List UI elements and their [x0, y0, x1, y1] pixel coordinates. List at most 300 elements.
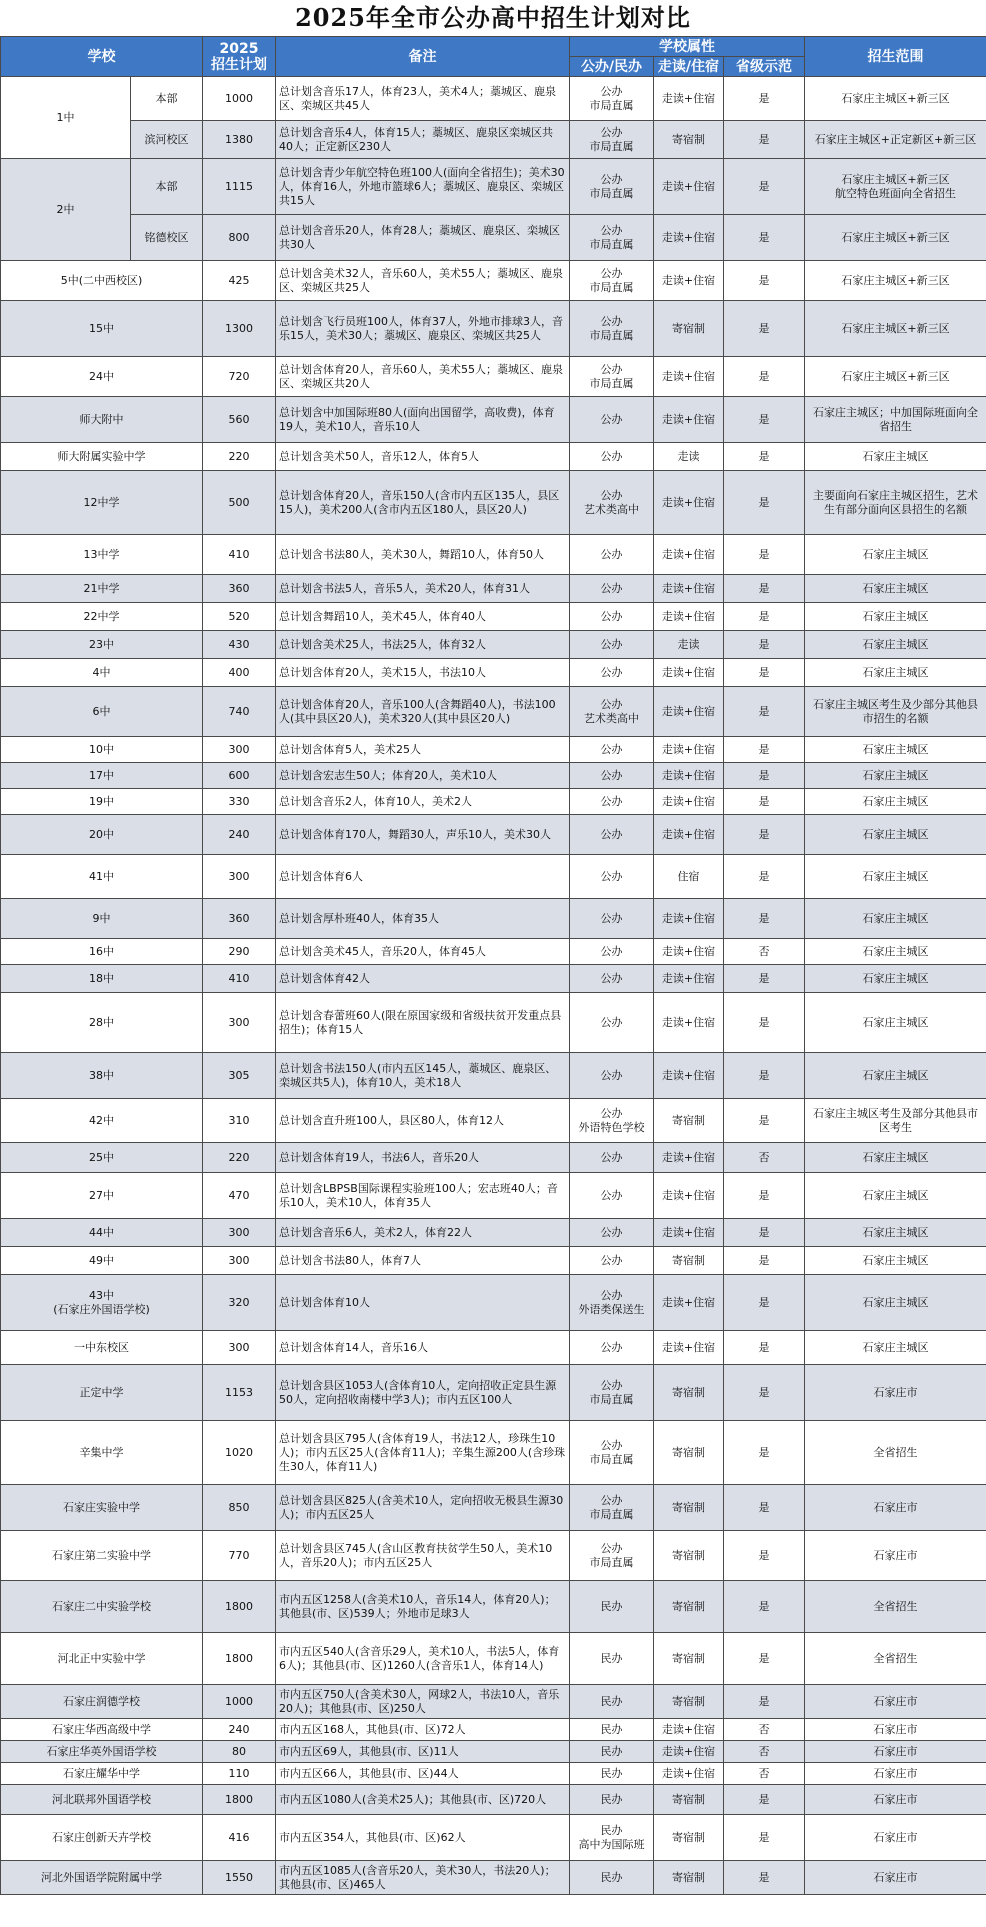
- note-cell: 总计划含体育20人，音乐150人(含市内五区135人，县区15人)，美术200人(含市内五区180人，县区20人): [276, 471, 570, 535]
- range-cell: 石家庄主城区: [805, 659, 986, 687]
- table-row: [1, 1633, 986, 1685]
- demo-cell: 是: [724, 1099, 805, 1143]
- type-cell: 公办 市局直属: [570, 1485, 654, 1531]
- type-cell: 民办: [570, 1633, 654, 1685]
- type-cell: 公办 市局直属: [570, 159, 654, 215]
- range-cell: 石家庄主城区+新三区 航空特色班面向全省招生: [805, 159, 986, 215]
- table-row: [1, 1331, 986, 1365]
- plan-cell: 1800: [203, 1581, 276, 1633]
- table-row: [1, 1685, 986, 1719]
- type-cell: 公办 市局直属: [570, 77, 654, 121]
- demo-cell: 是: [724, 789, 805, 815]
- plan-cell: 400: [203, 659, 276, 687]
- plan-cell: 310: [203, 1099, 276, 1143]
- note-cell: 总计划含县区825人(含美术10人，定向招收无极县生源30人)；市内五区25人: [276, 1485, 570, 1531]
- range-cell: 石家庄主城区: [805, 855, 986, 899]
- range-cell: 石家庄市: [805, 1365, 986, 1421]
- table-row: [1, 939, 986, 965]
- type-cell: 公办: [570, 789, 654, 815]
- range-cell: 石家庄市: [805, 1531, 986, 1581]
- demo-cell: 是: [724, 535, 805, 575]
- school-name-cell: 18中: [1, 965, 203, 993]
- type-cell: 公办: [570, 1331, 654, 1365]
- type-cell: 公办 市局直属: [570, 261, 654, 301]
- demo-cell: 是: [724, 575, 805, 603]
- plan-cell: 360: [203, 575, 276, 603]
- plan-cell: 290: [203, 939, 276, 965]
- plan-cell: 560: [203, 397, 276, 443]
- range-cell: 石家庄主城区: [805, 575, 986, 603]
- note-cell: 总计划含舞蹈10人，美术45人，体育40人: [276, 603, 570, 631]
- table-row: [1, 1275, 986, 1331]
- range-cell: 主要面向石家庄主城区招生，艺术生有部分面向区县招生的名额: [805, 471, 986, 535]
- page-title: 2025年全市公办高中招生计划对比: [295, 3, 691, 32]
- range-cell: 石家庄主城区: [805, 1053, 986, 1099]
- table-row: [1, 631, 986, 659]
- school-name-cell: 23中: [1, 631, 203, 659]
- type-cell: 公办: [570, 659, 654, 687]
- note-cell: 总计划含春蕾班60人(限在原国家级和省级扶贫开发重点县招生)；体育15人: [276, 993, 570, 1053]
- school-name-cell: 5中(二中西校区): [1, 261, 203, 301]
- table-row: [1, 77, 986, 121]
- note-cell: 总计划含音乐6人，美术2人，体育22人: [276, 1219, 570, 1247]
- school-name-cell: 44中: [1, 1219, 203, 1247]
- range-cell: 石家庄市: [805, 1785, 986, 1815]
- school-name-cell: 21中学: [1, 575, 203, 603]
- demo-cell: 是: [724, 1247, 805, 1275]
- boarding-cell: 寄宿制: [654, 1785, 724, 1815]
- note-cell: 总计划含飞行员班100人，体育37人，外地市排球3人，音乐15人，美术30人；藁城区、鹿泉区、栾城区共25人: [276, 301, 570, 357]
- range-cell: 石家庄主城区+新三区: [805, 301, 986, 357]
- school-name-cell: 24中: [1, 357, 203, 397]
- type-cell: 公办: [570, 631, 654, 659]
- type-cell: 公办: [570, 443, 654, 471]
- type-cell: 公办 市局直属: [570, 1421, 654, 1485]
- table-row: [1, 789, 986, 815]
- school-name-cell: 38中: [1, 1053, 203, 1099]
- type-cell: 公办: [570, 575, 654, 603]
- header-plan: 2025 招生计划: [203, 37, 276, 77]
- demo-cell: 是: [724, 1219, 805, 1247]
- boarding-cell: 走读+住宿: [654, 397, 724, 443]
- demo-cell: 是: [724, 121, 805, 159]
- type-cell: 公办 外语类保送生: [570, 1275, 654, 1331]
- demo-cell: 是: [724, 659, 805, 687]
- boarding-cell: 走读+住宿: [654, 1053, 724, 1099]
- table-row: [1, 261, 986, 301]
- note-cell: 总计划含LBPSB国际课程实验班100人；宏志班40人；音乐10人，美术10人，体育35人: [276, 1173, 570, 1219]
- table-row: [1, 899, 986, 939]
- range-cell: 石家庄主城区: [805, 789, 986, 815]
- type-cell: 公办 艺术类高中: [570, 687, 654, 737]
- school-name-cell: 石家庄创新天卉学校: [1, 1815, 203, 1861]
- school-name-cell: 41中: [1, 855, 203, 899]
- school-name-cell: 辛集中学: [1, 1421, 203, 1485]
- table-row: [1, 1143, 986, 1173]
- range-cell: 石家庄主城区: [805, 1275, 986, 1331]
- boarding-cell: 走读: [654, 443, 724, 471]
- plan-cell: 720: [203, 357, 276, 397]
- boarding-cell: 走读+住宿: [654, 965, 724, 993]
- note-cell: 总计划含体育20人，音乐100人(含舞蹈40人)，书法100人(其中县区20人)，美术320人(其中县区20人): [276, 687, 570, 737]
- boarding-cell: 走读+住宿: [654, 763, 724, 789]
- boarding-cell: 走读+住宿: [654, 659, 724, 687]
- boarding-cell: 走读+住宿: [654, 789, 724, 815]
- table-row: [1, 1053, 986, 1099]
- demo-cell: 是: [724, 1633, 805, 1685]
- range-cell: 石家庄主城区: [805, 535, 986, 575]
- table-row: [1, 357, 986, 397]
- table-row: [1, 215, 986, 261]
- plan-cell: 305: [203, 1053, 276, 1099]
- demo-cell: 是: [724, 631, 805, 659]
- range-cell: 石家庄市: [805, 1861, 986, 1895]
- range-cell: 石家庄主城区: [805, 443, 986, 471]
- table-row: [1, 121, 986, 159]
- campus-cell: 本部: [131, 77, 203, 121]
- table-row: [1, 1719, 986, 1741]
- demo-cell: 是: [724, 1815, 805, 1861]
- note-cell: 总计划含美术45人，音乐20人，体育45人: [276, 939, 570, 965]
- note-cell: 市内五区66人，其他县(市、区)44人: [276, 1763, 570, 1785]
- type-cell: 公办: [570, 855, 654, 899]
- demo-cell: 是: [724, 1331, 805, 1365]
- range-cell: 石家庄市: [805, 1741, 986, 1763]
- type-cell: 公办 市局直属: [570, 121, 654, 159]
- type-cell: 公办 艺术类高中: [570, 471, 654, 535]
- note-cell: 市内五区750人(含美术30人，网球2人，书法10人，音乐20人)；其他县(市、区)250人: [276, 1685, 570, 1719]
- demo-cell: 是: [724, 763, 805, 789]
- note-cell: 总计划含体育5人，美术25人: [276, 737, 570, 763]
- type-cell: 公办: [570, 815, 654, 855]
- demo-cell: 是: [724, 1485, 805, 1531]
- plan-cell: 416: [203, 1815, 276, 1861]
- school-name-cell: 石家庄耀华中学: [1, 1763, 203, 1785]
- note-cell: 总计划含厚朴班40人，体育35人: [276, 899, 570, 939]
- range-cell: 石家庄主城区: [805, 763, 986, 789]
- range-cell: 石家庄主城区: [805, 1173, 986, 1219]
- demo-cell: 否: [724, 1143, 805, 1173]
- note-cell: 总计划含县区795人(含体育19人，书法12人，珍珠生10人)；市内五区25人(含体育11人)；辛集生源200人(含珍珠生30人，体育11人): [276, 1421, 570, 1485]
- plan-cell: 240: [203, 1719, 276, 1741]
- plan-cell: 770: [203, 1531, 276, 1581]
- demo-cell: 否: [724, 1763, 805, 1785]
- demo-cell: 是: [724, 1173, 805, 1219]
- header-boarding: 走读/住宿: [654, 57, 724, 77]
- table-row: [1, 1861, 986, 1895]
- type-cell: 公办: [570, 1143, 654, 1173]
- note-cell: 总计划含体育20人，音乐60人，美术55人；藁城区、鹿泉区、栾城区共20人: [276, 357, 570, 397]
- demo-cell: 是: [724, 993, 805, 1053]
- boarding-cell: 走读+住宿: [654, 1275, 724, 1331]
- demo-cell: 否: [724, 1741, 805, 1763]
- type-cell: 公办: [570, 397, 654, 443]
- plan-cell: 1800: [203, 1633, 276, 1685]
- range-cell: 石家庄主城区: [805, 1219, 986, 1247]
- demo-cell: 是: [724, 301, 805, 357]
- school-name-cell: 石家庄华西高级中学: [1, 1719, 203, 1741]
- boarding-cell: 走读+住宿: [654, 1143, 724, 1173]
- school-name-cell: 石家庄二中实验学校: [1, 1581, 203, 1633]
- plan-cell: 300: [203, 1247, 276, 1275]
- table-row: [1, 301, 986, 357]
- type-cell: 公办 市局直属: [570, 215, 654, 261]
- type-cell: 民办: [570, 1861, 654, 1895]
- type-cell: 公办: [570, 1247, 654, 1275]
- plan-cell: 500: [203, 471, 276, 535]
- plan-cell: 360: [203, 899, 276, 939]
- plan-cell: 410: [203, 965, 276, 993]
- boarding-cell: 走读: [654, 631, 724, 659]
- campus-cell: 本部: [131, 159, 203, 215]
- boarding-cell: 寄宿制: [654, 1485, 724, 1531]
- school-name-cell: 28中: [1, 993, 203, 1053]
- range-cell: 全省招生: [805, 1633, 986, 1685]
- range-cell: 石家庄主城区+新三区: [805, 357, 986, 397]
- school-name-cell: 师大附属实验中学: [1, 443, 203, 471]
- admission-plan-table: [0, 36, 986, 1895]
- note-cell: 市内五区1080人(含美术25人)；其他县(市、区)720人: [276, 1785, 570, 1815]
- boarding-cell: 走读+住宿: [654, 471, 724, 535]
- demo-cell: 是: [724, 443, 805, 471]
- plan-cell: 220: [203, 443, 276, 471]
- plan-cell: 800: [203, 215, 276, 261]
- header-range: 招生范围: [805, 37, 986, 77]
- range-cell: 石家庄主城区: [805, 1247, 986, 1275]
- demo-cell: 是: [724, 855, 805, 899]
- note-cell: 总计划含美术50人，音乐12人，体育5人: [276, 443, 570, 471]
- range-cell: 石家庄主城区考生及少部分其他县市招生的名额: [805, 687, 986, 737]
- school-name-cell: 49中: [1, 1247, 203, 1275]
- demo-cell: 是: [724, 215, 805, 261]
- demo-cell: 是: [724, 261, 805, 301]
- range-cell: 石家庄主城区: [805, 993, 986, 1053]
- note-cell: 总计划含美术32人，音乐60人，美术55人；藁城区、鹿泉区、栾城区共25人: [276, 261, 570, 301]
- plan-cell: 1000: [203, 1685, 276, 1719]
- boarding-cell: 走读+住宿: [654, 993, 724, 1053]
- school-name-cell: 9中: [1, 899, 203, 939]
- school-name-cell: 河北正中实验中学: [1, 1633, 203, 1685]
- table-row: [1, 737, 986, 763]
- school-name-cell: 10中: [1, 737, 203, 763]
- plan-cell: 430: [203, 631, 276, 659]
- boarding-cell: 住宿: [654, 855, 724, 899]
- note-cell: 总计划含音乐4人，体育15人；藁城区、鹿泉区栾城区共40人；正定新区230人: [276, 121, 570, 159]
- table-row: [1, 1485, 986, 1531]
- table-row: [1, 1099, 986, 1143]
- plan-cell: 470: [203, 1173, 276, 1219]
- range-cell: 石家庄市: [805, 1685, 986, 1719]
- school-name-cell: 16中: [1, 939, 203, 965]
- range-cell: 石家庄主城区: [805, 603, 986, 631]
- plan-cell: 300: [203, 737, 276, 763]
- boarding-cell: 寄宿制: [654, 1365, 724, 1421]
- demo-cell: 是: [724, 1365, 805, 1421]
- table-row: [1, 687, 986, 737]
- range-cell: 石家庄市: [805, 1763, 986, 1785]
- boarding-cell: 寄宿制: [654, 301, 724, 357]
- table-row: [1, 1247, 986, 1275]
- school-name-cell: 17中: [1, 763, 203, 789]
- school-name-cell: 13中学: [1, 535, 203, 575]
- boarding-cell: 寄宿制: [654, 1247, 724, 1275]
- type-cell: 公办 市局直属: [570, 1365, 654, 1421]
- boarding-cell: 走读+住宿: [654, 1763, 724, 1785]
- type-cell: 民办: [570, 1785, 654, 1815]
- type-cell: 民办: [570, 1685, 654, 1719]
- demo-cell: 否: [724, 939, 805, 965]
- plan-cell: 1115: [203, 159, 276, 215]
- boarding-cell: 走读+住宿: [654, 815, 724, 855]
- boarding-cell: 寄宿制: [654, 1815, 724, 1861]
- school-name-cell: 19中: [1, 789, 203, 815]
- type-cell: 公办: [570, 603, 654, 631]
- type-cell: 公办 市局直属: [570, 1531, 654, 1581]
- type-cell: 公办: [570, 535, 654, 575]
- boarding-cell: 走读+住宿: [654, 603, 724, 631]
- boarding-cell: 寄宿制: [654, 1685, 724, 1719]
- plan-cell: 1153: [203, 1365, 276, 1421]
- school-name-cell: 22中学: [1, 603, 203, 631]
- note-cell: 总计划含直升班100人，县区80人，体育12人: [276, 1099, 570, 1143]
- range-cell: 石家庄主城区: [805, 737, 986, 763]
- school-name-cell: 河北联邦外国语学校: [1, 1785, 203, 1815]
- boarding-cell: 走读+住宿: [654, 261, 724, 301]
- table-row: [1, 659, 986, 687]
- table-row: [1, 1785, 986, 1815]
- boarding-cell: 寄宿制: [654, 1861, 724, 1895]
- note-cell: 总计划含县区745人(含山区教育扶贫学生50人，美术10人，音乐20人)；市内五区25人: [276, 1531, 570, 1581]
- demo-cell: 是: [724, 1685, 805, 1719]
- demo-cell: 是: [724, 1785, 805, 1815]
- range-cell: 石家庄主城区；中加国际班面向全省招生: [805, 397, 986, 443]
- type-cell: 公办 市局直属: [570, 357, 654, 397]
- demo-cell: 是: [724, 357, 805, 397]
- type-cell: 公办: [570, 899, 654, 939]
- plan-cell: 330: [203, 789, 276, 815]
- plan-cell: 1380: [203, 121, 276, 159]
- range-cell: 石家庄主城区: [805, 631, 986, 659]
- range-cell: 石家庄主城区+新三区: [805, 215, 986, 261]
- school-name-cell: 一中东校区: [1, 1331, 203, 1365]
- school-name-cell: 河北外国语学院附属中学: [1, 1861, 203, 1895]
- type-cell: 公办: [570, 965, 654, 993]
- range-cell: 石家庄主城区: [805, 899, 986, 939]
- demo-cell: 是: [724, 77, 805, 121]
- range-cell: 石家庄主城区: [805, 815, 986, 855]
- table-row: [1, 1219, 986, 1247]
- type-cell: 公办: [570, 1173, 654, 1219]
- demo-cell: 是: [724, 1581, 805, 1633]
- type-cell: 民办: [570, 1581, 654, 1633]
- table-row: [1, 575, 986, 603]
- note-cell: 总计划含书法80人，体育7人: [276, 1247, 570, 1275]
- range-cell: 石家庄主城区: [805, 1331, 986, 1365]
- note-cell: 市内五区354人，其他县(市、区)62人: [276, 1815, 570, 1861]
- table-row: [1, 159, 986, 215]
- boarding-cell: 走读+住宿: [654, 357, 724, 397]
- demo-cell: 是: [724, 1531, 805, 1581]
- school-name-cell: 2中: [1, 159, 131, 261]
- type-cell: 公办: [570, 1219, 654, 1247]
- school-name-cell: 25中: [1, 1143, 203, 1173]
- type-cell: 民办: [570, 1719, 654, 1741]
- boarding-cell: 走读+住宿: [654, 575, 724, 603]
- table-row: [1, 1815, 986, 1861]
- range-cell: 石家庄市: [805, 1815, 986, 1861]
- plan-cell: 1020: [203, 1421, 276, 1485]
- boarding-cell: 走读+住宿: [654, 687, 724, 737]
- table-row: [1, 815, 986, 855]
- plan-cell: 410: [203, 535, 276, 575]
- campus-cell: 铭德校区: [131, 215, 203, 261]
- demo-cell: 是: [724, 397, 805, 443]
- demo-cell: 是: [724, 1053, 805, 1099]
- school-name-cell: 4中: [1, 659, 203, 687]
- table-row: [1, 1531, 986, 1581]
- school-name-cell: 27中: [1, 1173, 203, 1219]
- type-cell: 公办 外语特色学校: [570, 1099, 654, 1143]
- school-name-cell: 6中: [1, 687, 203, 737]
- demo-cell: 是: [724, 1275, 805, 1331]
- note-cell: 总计划含体育19人，书法6人，音乐20人: [276, 1143, 570, 1173]
- note-cell: 总计划含书法150人(市内五区145人，藁城区、鹿泉区、栾城区共5人)，体育10人，美术18人: [276, 1053, 570, 1099]
- note-cell: 市内五区1085人(含音乐20人，美术30人，书法20人)；其他县(市、区)465人: [276, 1861, 570, 1895]
- table-row: [1, 965, 986, 993]
- note-cell: 市内五区168人，其他县(市、区)72人: [276, 1719, 570, 1741]
- plan-cell: 1000: [203, 77, 276, 121]
- plan-cell: 1300: [203, 301, 276, 357]
- plan-cell: 300: [203, 993, 276, 1053]
- plan-cell: 320: [203, 1275, 276, 1331]
- type-cell: 公办: [570, 737, 654, 763]
- table-row: [1, 1581, 986, 1633]
- plan-cell: 1550: [203, 1861, 276, 1895]
- plan-cell: 110: [203, 1763, 276, 1785]
- type-cell: 公办: [570, 1053, 654, 1099]
- school-name-cell: 42中: [1, 1099, 203, 1143]
- demo-cell: 是: [724, 159, 805, 215]
- table-row: [1, 855, 986, 899]
- table-row: [1, 993, 986, 1053]
- school-name-cell: 石家庄第二实验中学: [1, 1531, 203, 1581]
- note-cell: 总计划含体育10人: [276, 1275, 570, 1331]
- school-name-cell: 43中 (石家庄外国语学校): [1, 1275, 203, 1331]
- plan-cell: 80: [203, 1741, 276, 1763]
- table-row: [1, 535, 986, 575]
- plan-cell: 520: [203, 603, 276, 631]
- note-cell: 总计划含体育6人: [276, 855, 570, 899]
- school-name-cell: 1中: [1, 77, 131, 159]
- plan-cell: 1800: [203, 1785, 276, 1815]
- demo-cell: 是: [724, 1861, 805, 1895]
- plan-cell: 740: [203, 687, 276, 737]
- range-cell: 石家庄主城区+新三区: [805, 261, 986, 301]
- range-cell: 石家庄主城区: [805, 939, 986, 965]
- boarding-cell: 走读+住宿: [654, 1719, 724, 1741]
- range-cell: 全省招生: [805, 1581, 986, 1633]
- note-cell: 市内五区1258人(含美术10人，音乐14人，体育20人)；其他县(市、区)539人；外地市足球3人: [276, 1581, 570, 1633]
- table-row: [1, 397, 986, 443]
- header-school: 学校: [1, 37, 203, 77]
- note-cell: 总计划含体育170人，舞蹈30人，声乐10人，美术30人: [276, 815, 570, 855]
- school-name-cell: 15中: [1, 301, 203, 357]
- range-cell: 全省招生: [805, 1421, 986, 1485]
- boarding-cell: 寄宿制: [654, 1633, 724, 1685]
- demo-cell: 是: [724, 603, 805, 631]
- range-cell: 石家庄主城区+正定新区+新三区: [805, 121, 986, 159]
- demo-cell: 是: [724, 471, 805, 535]
